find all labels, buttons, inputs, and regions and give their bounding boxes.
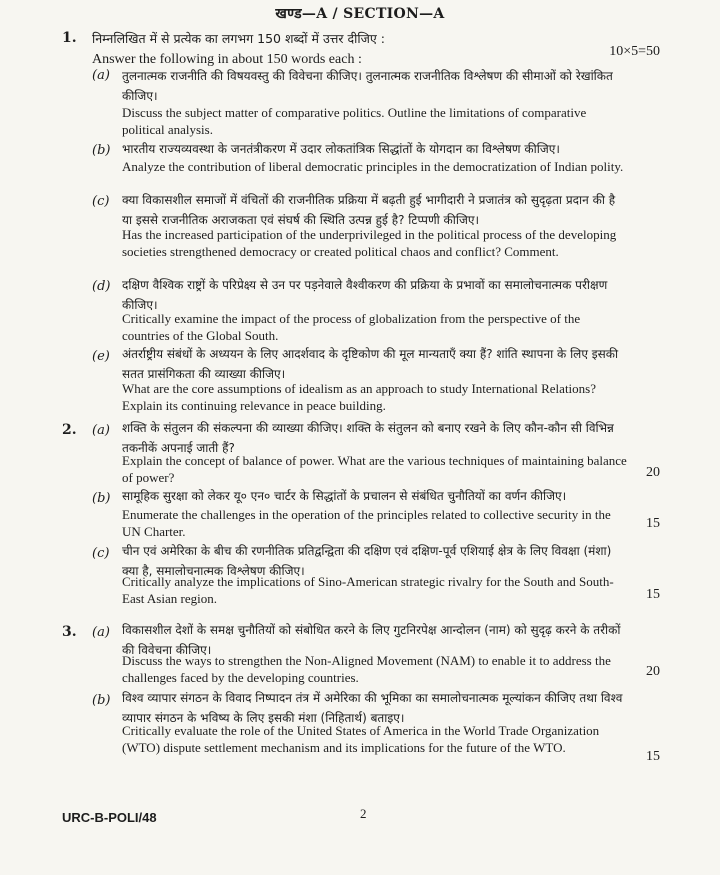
q2b-marks: 15	[646, 516, 660, 531]
q2-part-label: (c)	[92, 546, 110, 561]
q3-part-hindi: विश्व व्यापार संगठन के विवाद निष्पादन तंत्र में अमेरिका की भूमिका का समालोचनात्मक मूल्यांकन कीजिए तथा विश्व व्यापार संगठन के भविष्य के लिए इसकी मंशा (निहितार्थ) बताइए।	[122, 691, 623, 725]
q2-part-english: Critically analyze the implications of Sino-American strategic rivalry for the South and South-East Asian region.	[122, 574, 614, 606]
section-heading: खण्ड—A / SECTION—A	[275, 6, 445, 22]
q2-part-label: (a)	[92, 423, 110, 438]
q1-part-english: Critically examine the impact of the process of globalization from the perspective of the countries of the Global South.	[122, 311, 581, 343]
q1-part-english: Has the increased participation of the underprivileged in the political process of the developing societies strengthened democracy or created political chaos and conflict? Comment.	[122, 227, 617, 259]
q3-part-hindi: विकासशील देशों के समक्ष चुनौतियों को संबोधित करने के लिए गुटनिरपेक्ष आन्दोलन (नाम) को सुदृढ़ करने के तरीकों की विवेचना कीजिए।	[122, 623, 621, 657]
page-number: 2	[360, 806, 367, 821]
q1-part-hindi: तुलनात्मक राजनीति की विषयवस्तु की विवेचना कीजिए। तुलनात्मक राजनीतिक विश्लेषण की सीमाओं को रेखांकित कीजिए।	[122, 69, 613, 103]
q1-part-hindi: अंतर्राष्ट्रीय संबंधों के अध्ययन के लिए आदर्शवाद के दृष्टिकोण की मूल मान्यताएँ क्या हैं? शांति स्थापना के लिए इसकी सतत प्रासंगिकता की व्याख्या कीजिए।	[122, 347, 619, 381]
q2-part-hindi: शक्ति के संतुलन की संकल्पना की व्याख्या कीजिए। शक्ति के संतुलन को बनाए रखने के लिए कौन-कौन सी विभिन्न तकनीकें अपनाई जाती हैं?	[122, 421, 614, 455]
question-number-2: 2.	[62, 422, 77, 438]
q3-part-english: Discuss the ways to strengthen the Non-Aligned Movement (NAM) to enable it to address the challenges faced by the developing countries.	[122, 653, 611, 685]
q2-part-english: Explain the concept of balance of power. What are the various techniques of maintaining balance of power?	[122, 453, 627, 485]
q3-part-label: (b)	[92, 693, 111, 708]
q1-part-english: What are the core assumptions of idealism as an approach to study International Relations? Explain its continuing relevance in peace building.	[122, 381, 596, 413]
q1-part-label: (a)	[92, 68, 110, 83]
q1-part-label: (d)	[92, 279, 111, 294]
paper-code: URC-B-POLI/48	[62, 810, 157, 825]
question-number-1: 1.	[62, 30, 77, 46]
q2-part-hindi: चीन एवं अमेरिका के बीच की रणनीतिक प्रतिद्वन्द्विता की दक्षिण एवं दक्षिण-पूर्व एशियाई क्षेत्र के लिए विवक्षा (मंशा) क्या है, समालोचनात्मक विश्लेषण कीजिए।	[122, 544, 612, 578]
question-number-3: 3.	[62, 624, 77, 640]
q2-part-label: (b)	[92, 491, 111, 506]
q3-part-english: Critically evaluate the role of the United States of America in the World Trade Organization (WTO) dispute settlement mechanism and its implications for the future of the WTO.	[122, 723, 600, 755]
q1-instruction-english: Answer the following in about 150 words each :	[92, 52, 362, 67]
q1-part-label: (b)	[92, 143, 111, 158]
q1-instruction-hindi: निम्नलिखित में से प्रत्येक का लगभग 150 शब्दों में उत्तर दीजिए :	[92, 31, 386, 46]
q3a-marks: 20	[646, 664, 660, 679]
q2a-marks: 20	[646, 465, 660, 480]
q2-part-hindi: सामूहिक सुरक्षा को लेकर यू० एन० चार्टर के सिद्धांतों के प्रचालन से संबंधित चुनौतियों का वर्णन कीजिए।	[122, 489, 567, 503]
q1-part-hindi: क्या विकासशील समाजों में वंचितों की राजनीतिक प्रक्रिया में बढ़ती हुई भागीदारी ने प्रजातंत्र को सुदृढ़ता प्रदान की है या इससे राजनीतिक अराजकता एवं संघर्ष की स्थिति उत्पन्न हुई है? टिप्पणी कीजिए।	[122, 193, 616, 227]
q1-part-label: (c)	[92, 194, 110, 209]
q1-part-english: Discuss the subject matter of comparative politics. Outline the limitations of comparative political analysis.	[122, 105, 587, 137]
q3b-marks: 15	[646, 749, 660, 764]
q2-part-english: Enumerate the challenges in the operation of the principles related to collective security in the UN Charter.	[122, 507, 611, 539]
q1-part-hindi: भारतीय राज्यव्यवस्था के जनतंत्रीकरण में उदार लोकतांत्रिक सिद्धांतों के योगदान का विश्लेषण कीजिए।	[122, 142, 560, 156]
q1-part-hindi: दक्षिण वैश्विक राष्ट्रों के परिप्रेक्ष्य से उन पर पड़नेवाले वैश्वीकरण की प्रक्रिया के प्रभावों का समालोचनात्मक परीक्षण कीजिए।	[122, 278, 608, 312]
q1-part-english: Analyze the contribution of liberal democratic principles in the democratization of Indian polity.	[122, 159, 624, 174]
q1-part-label: (e)	[92, 349, 110, 364]
q3-part-label: (a)	[92, 625, 110, 640]
q2c-marks: 15	[646, 587, 660, 602]
q1-marks: 10×5=50	[609, 44, 660, 59]
